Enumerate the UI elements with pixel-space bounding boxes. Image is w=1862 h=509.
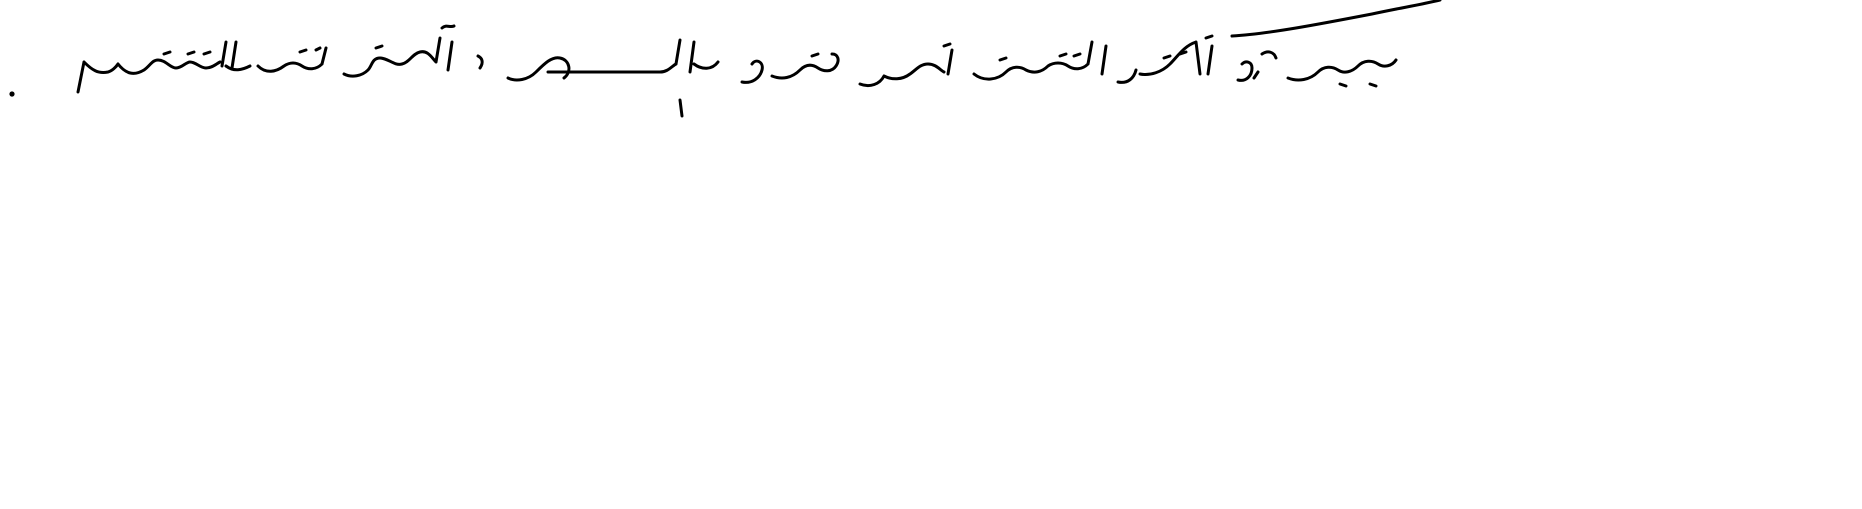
- stroke-period: [9, 91, 14, 96]
- stroke-swash: [1232, 0, 1440, 36]
- handwritten-text-line-1: [70, 40, 1670, 110]
